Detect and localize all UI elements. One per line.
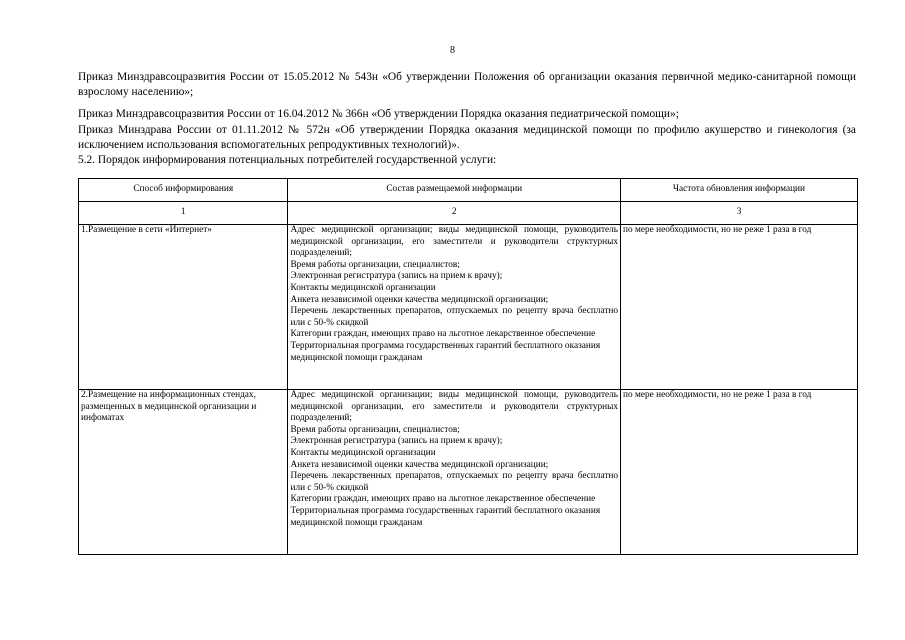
content-line: Перечень лекарственных препаратов, отпускаемых по рецепту врача бесплатно или с 50-% скидкой xyxy=(290,306,619,328)
table-header-row xyxy=(79,179,858,202)
content-line: Территориальная программа государственных гарантий бесплатного оказания медицинской помощи гражданам xyxy=(290,340,601,363)
content-line: Перечень лекарственных препаратов, отпускаемых по рецепту врача бесплатно или с 50-% скидкой xyxy=(290,471,619,493)
paragraph-order-366n: Приказ Минздравсоцразвития России от 16.04.2012 № 366н «Об утверждении Порядка оказания педиатрической помощи»; xyxy=(78,108,679,120)
column-number-2: 2 xyxy=(288,202,621,225)
content-line: Анкета независимой оценки качества медицинской организации; xyxy=(290,459,549,470)
row-method: 2.Размещение на информационных стендах, размещенных в медицинской организации и инфоматах xyxy=(79,390,288,555)
content-line: Анкета независимой оценки качества медицинской организации; xyxy=(290,294,549,305)
content-line: Электронная регистратура (запись на прием к врачу); xyxy=(290,271,503,282)
information-table xyxy=(78,178,858,555)
content-line: Категории граждан, имеющих право на льготное лекарственное обеспечение xyxy=(290,329,596,340)
content-line: Контакты медицинской организации xyxy=(290,447,436,458)
row-content xyxy=(288,225,621,390)
header-content: Состав размещаемой информации xyxy=(288,179,621,202)
table-number-row xyxy=(79,202,858,225)
table-row xyxy=(79,390,858,555)
content-line: Адрес медицинской организации; виды медицинской помощи, руководитель медицинской организации, его заместители и руководители структурных подразделений; xyxy=(290,225,619,259)
page-number: 8 xyxy=(450,45,455,56)
content-line: Категории граждан, имеющих право на льготное лекарственное обеспечение xyxy=(290,494,596,505)
row-method: 1.Размещение в сети «Интернет» xyxy=(79,225,288,390)
content-line: Контакты медицинской организации xyxy=(290,282,436,293)
column-number-3: 3 xyxy=(621,202,858,225)
header-method: Способ информирования xyxy=(79,179,288,202)
paragraph-order-543n: Приказ Минздравсоцразвития России от 15.05.2012 № 543н «Об утверждении Положения об организации оказания первичной медико-санитарной помощи взрослому населению»; xyxy=(78,71,856,98)
row-frequency: по мере необходимости, но не реже 1 раза в год xyxy=(621,390,858,555)
content-line: Электронная регистратура (запись на прием к врачу); xyxy=(290,436,503,447)
section-5-2-heading: 5.2. Порядок информирования потенциальных потребителей государственной услуги: xyxy=(78,154,497,166)
row-frequency: по мере необходимости, но не реже 1 раза в год xyxy=(621,225,858,390)
content-line: Территориальная программа государственных гарантий бесплатного оказания медицинской помощи гражданам xyxy=(290,505,601,528)
table-row xyxy=(79,225,858,390)
column-number-1: 1 xyxy=(79,202,288,225)
content-line: Время работы организации, специалистов; xyxy=(290,259,460,270)
content-line: Время работы организации, специалистов; xyxy=(290,424,460,435)
content-line: Адрес медицинской организации; виды медицинской помощи, руководитель медицинской организации, его заместители и руководители структурных подразделений; xyxy=(290,390,619,424)
header-frequency: Частота обновления информации xyxy=(621,179,858,202)
paragraph-order-572n: Приказ Минздрава России от 01.11.2012 № 572н «Об утверждении Порядка оказания медицинской помощи по профилю акушерство и гинекология (за исключением использования вспомогательных репродуктивных технологий)». xyxy=(78,124,856,151)
row-content xyxy=(288,390,621,555)
